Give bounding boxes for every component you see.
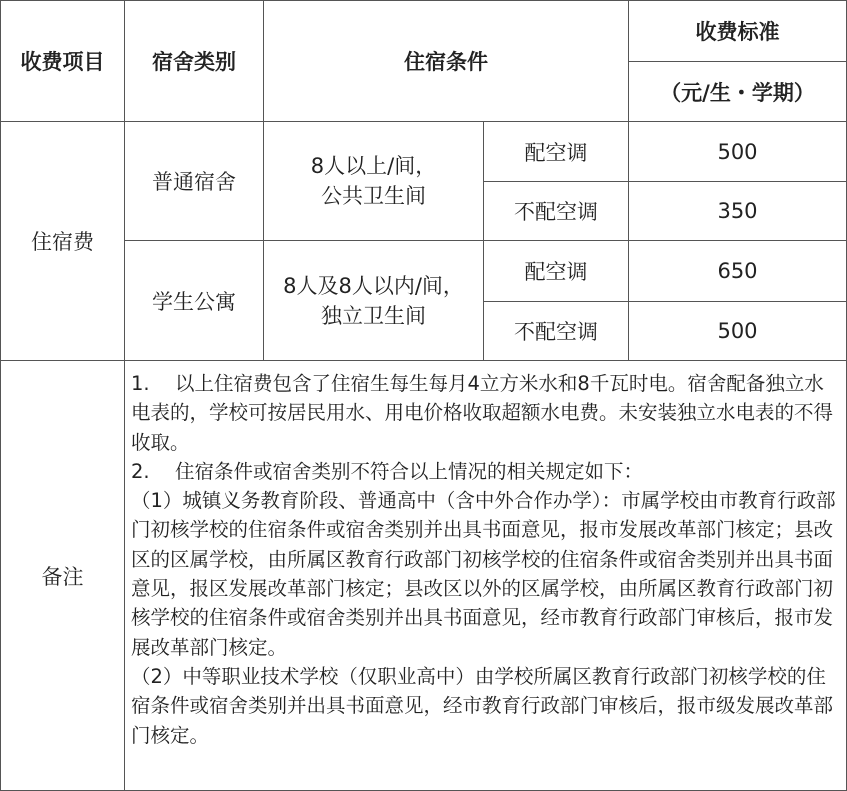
header-conditions: 住宿条件 <box>264 1 629 122</box>
price-cell: 500 <box>629 122 847 182</box>
ac-option-cell: 不配空调 <box>484 302 629 361</box>
condition-line: 独立卫生间 <box>321 303 426 328</box>
ac-option-cell: 不配空调 <box>484 182 629 241</box>
price-cell: 650 <box>629 241 847 302</box>
note-text: 住宿条件或宿舍类别不符合以上情况的相关规定如下： <box>175 459 644 483</box>
note-2-sub-2: （2）中等职业技术学校（仅职业高中）由学校所属区教育行政部门初核学校的住宿条件或宿舍类别并出具书面意见，经市教育行政部门审核后，报市级发展改革部门核定。 <box>131 664 834 747</box>
header-fee-item: 收费项目 <box>1 1 125 122</box>
ac-option-cell: 配空调 <box>484 241 629 302</box>
note-number: 1. <box>131 372 150 395</box>
note-text: 以上住宿费包含了住宿生每生每月4立方米水和8千瓦时电。宿舍配备独立水电表的，学校可按居民用水、用电价格收取超额水电费。未安装独立水电表的不得收取。 <box>131 372 834 454</box>
dorm-category-cell: 学生公寓 <box>125 241 264 361</box>
condition-cell <box>264 241 484 361</box>
header-fee-standard: 收费标准 <box>629 1 847 62</box>
condition-cell <box>264 122 484 241</box>
notes-label-cell: 备注 <box>1 361 125 791</box>
dorm-category-cell: 普通宿舍 <box>125 122 264 241</box>
header-fee-unit: （元/生・学期） <box>629 62 847 122</box>
condition-line: 公共卫生间 <box>321 184 426 208</box>
note-2-sub-1: （1）城镇义务教育阶段、普通高中（含中外合作办学）：市属学校由市教育行政部门初核学校的住宿条件或宿舍类别并出具书面意见，报市发展改革部门核定；县改区的区属学校，由所属区教育行政部门初核学校的住宿条件或宿舍类别并出具书面意见，报区发展改革部门核定；县改区以外的区属学校，由所属区教育行政部门初核学校的住宿条件或宿舍类别并出具书面意见，经市教育行政部门审核后，报市发展改革部门核定。 <box>131 489 836 659</box>
condition-line: 8人及8人以内/间， <box>283 273 464 298</box>
note-1 <box>131 369 842 457</box>
fee-item-cell: 住宿费 <box>1 122 125 361</box>
note-2 <box>131 457 842 486</box>
price-cell: 500 <box>629 302 847 361</box>
notes-content-cell <box>125 361 847 791</box>
price-cell: 350 <box>629 182 847 241</box>
condition-line: 8人以上/间， <box>310 154 437 178</box>
ac-option-cell: 配空调 <box>484 122 629 182</box>
note-number: 2. <box>131 459 150 483</box>
header-dorm-category: 宿舍类别 <box>125 1 264 122</box>
